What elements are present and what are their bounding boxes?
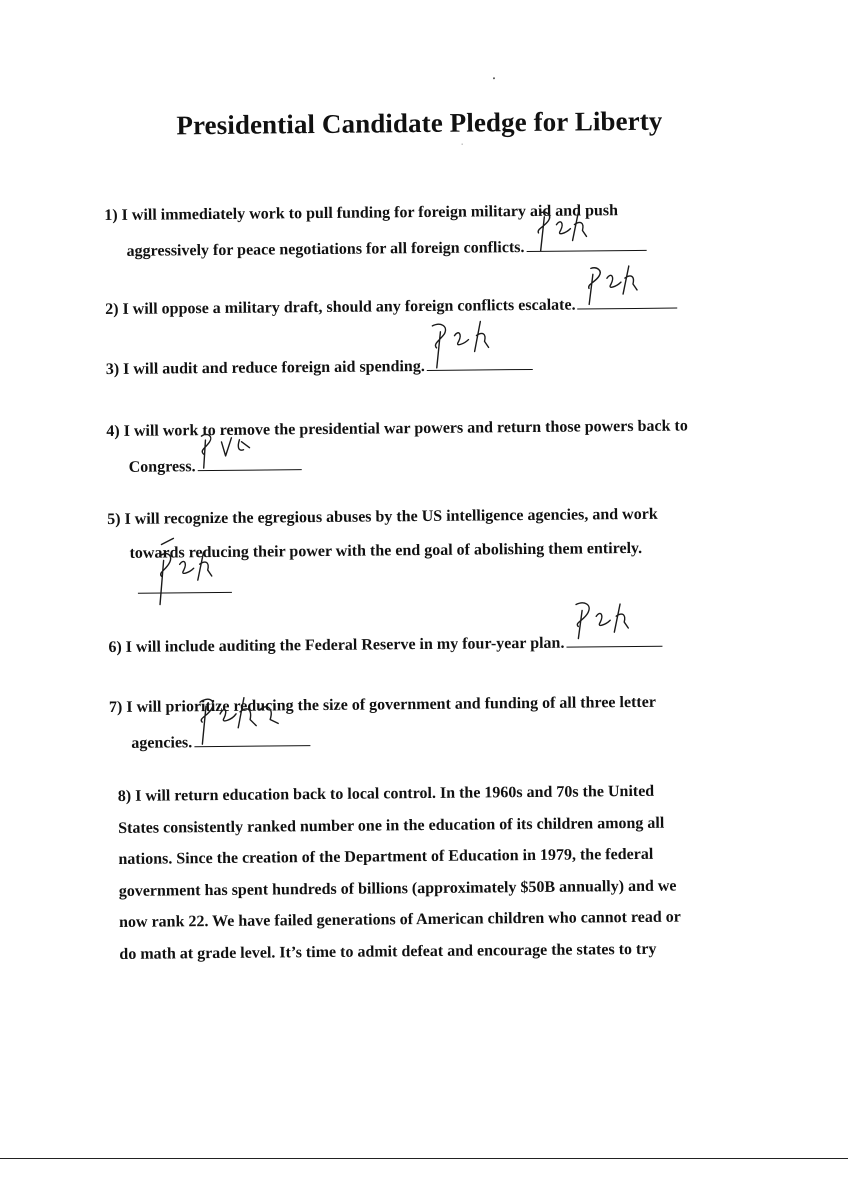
initials-signature-6 (566, 602, 662, 653)
pledge-item-8-line-5: now rank 22. We have failed generations of American children who cannot read or (118, 908, 681, 931)
initials-signature-1 (526, 206, 636, 257)
page-title: Presidential Candidate Pledge for Liberty (176, 105, 663, 141)
pledge-item-7-line-2: agencies. (131, 734, 193, 752)
pledge-item-1-line-2: aggressively for peace negotiations for all foreign conflicts. (126, 239, 525, 260)
scan-speck (493, 77, 495, 79)
pledge-item-7-line-2-row (109, 720, 656, 761)
pledge-item-2-row (105, 286, 678, 327)
pledge-item-8-line-2: States consistently ranked number one in the education of its children among all (118, 814, 665, 837)
scan-bottom-edge (0, 1158, 848, 1159)
pledge-item-8 (118, 775, 740, 970)
initials-signature-5 (151, 542, 232, 613)
initials-signature-2 (577, 264, 677, 315)
pledge-item-4-line-2-row (107, 443, 689, 485)
pledge-item-8-line-3: nations. Since the creation of the Department of Education in 1979, the federal (118, 845, 654, 868)
pledge-item-5-line-1: 5) I will recognize the egregious abuses by the US intelligence agencies, and work (107, 505, 658, 529)
pledge-item-8-line-1: 8) I will return education back to local control. In the 1960s and 70s the United (117, 782, 655, 805)
pledge-item-2-line-1: 2) I will oppose a military draft, should any foreign conflicts escalate. (105, 296, 576, 319)
pledge-item-6-line-1: 6) I will include auditing the Federal Reserve in my four-year plan. (108, 634, 565, 657)
pledge-item-3-line-1: 3) I will audit and reduce foreign aid spending. (105, 357, 425, 379)
pledge-item-1-line-2-row (104, 228, 646, 269)
pledge-item-3-row (106, 347, 533, 387)
initials-signature-4 (197, 425, 301, 476)
pledge-item-7 (109, 686, 657, 761)
pledge-item-1-line-1: 1) I will immediately work to pull funding for foreign military aid and push (104, 202, 619, 225)
initials-signature-7 (194, 691, 311, 752)
pledge-item-4-line-1: 4) I will work to remove the presidential war powers and return those powers back to (106, 417, 688, 441)
initials-line-2 (577, 286, 677, 310)
initials-line-7 (194, 723, 310, 747)
initials-line-6 (566, 624, 662, 648)
pledge-item-1 (104, 194, 647, 269)
initials-line-1 (526, 228, 646, 252)
pledge-item-7-line-1: 7) I will prioritize reducing the size of government and funding of all three letter (108, 693, 656, 717)
scan-speck (462, 144, 463, 145)
pledge-item-2 (105, 286, 678, 327)
pledge-item-6-row (108, 624, 662, 665)
initials-signature-3 (426, 319, 533, 376)
initials-line-4 (197, 447, 301, 471)
pledge-item-8-line-6: do math at grade level. It’s time to admit defeat and encourage the states to try (119, 940, 657, 963)
pledge-item-5-line-2: towards reducing their power with the end goal of abolishing them entirely. (129, 539, 643, 562)
pledge-item-6 (108, 624, 662, 665)
initials-line-5 (138, 550, 232, 594)
pledge-item-8-line-4: government has spent hundreds of billions (approximately $50B annually) and we (118, 877, 677, 900)
initials-line-3 (427, 347, 533, 371)
pledge-item-4 (106, 409, 688, 485)
pledge-item-3 (106, 347, 533, 387)
pledge-item-4-line-2: Congress. (128, 458, 196, 476)
